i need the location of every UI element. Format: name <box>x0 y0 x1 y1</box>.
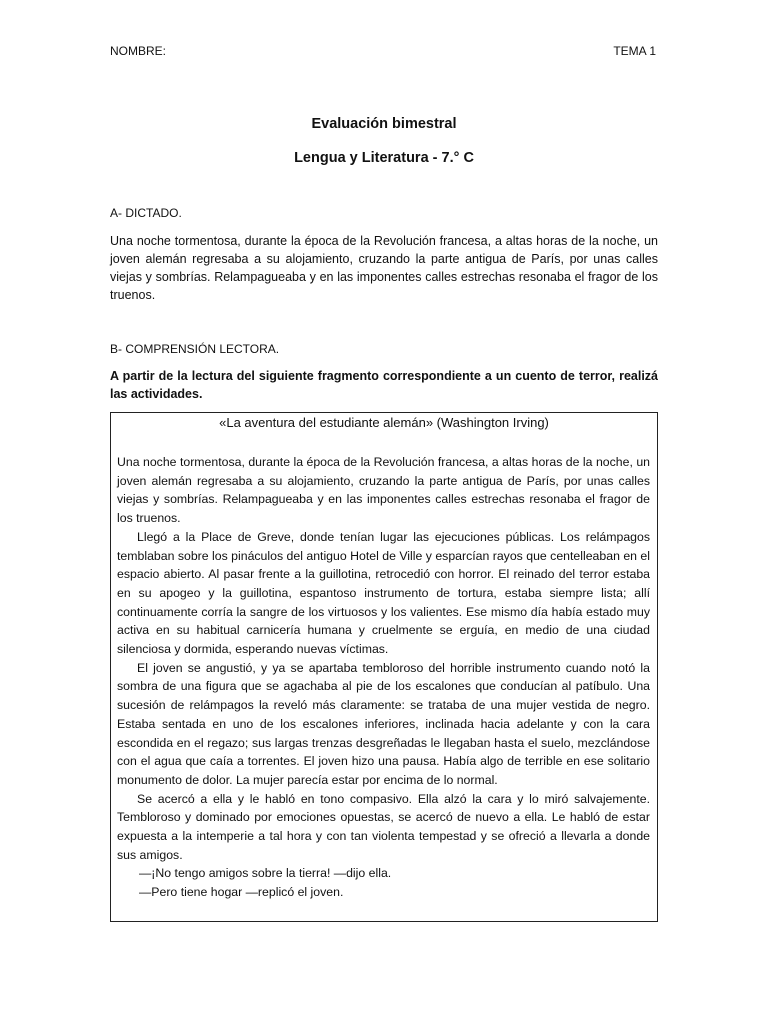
story-paragraph: Una noche tormentosa, durante la época de la Revolución francesa, a altas horas de la noche, un joven alemán regresaba a su alojamiento, cruzando la parte antigua de París, por unas calles viejas y sombrías. Relampagueaba y en las imponentes calles estrechas resonaba el fragor de los truenos. <box>117 455 650 526</box>
story-paragraph: El joven se angustió, y ya se apartaba tembloroso del horrible instrumento cuando notó la sombra de una figura que se agachaba al pie de los escalones que conducían al patíbulo. Una sucesión de relámpagos la reveló más claramente: se trataba de una mujer vestida de negro. Estaba sentada en uno de los escalones inferiores, inclinada hacia adelante y con la cara escondida en el regazo; sus largas trenzas desgreñadas le llegaban hasta el suelo, mezclándose con el agua que caía a torrentes. El joven hizo una pausa. Había algo de terrible en ese solitario monumento de dolor. La mujer parecía estar por encima de lo normal. <box>117 660 650 787</box>
story-paragraph: Llegó a la Place de Greve, donde tenían lugar las ejecuciones públicas. Los relámpagos temblaban sobre los pináculos del antiguo Hotel de Ville y esparcían rayos que centelleaban en el espacio abierto. Al pasar frente a la guillotina, retrocedió con horror. El reinado del terror estaba en su apogeo y la guillotina, espantoso instrumento de tortura, estaba siempre lista; allí continuamente corría la sangre de los virtuosos y los valientes. Ese mismo día había estado muy activa en su habitual carnicería humana y cruelmente se erguía, en medio de una ciudad silenciosa y dormida, esperando nuevas víctimas. <box>117 529 650 657</box>
subject-title: Lengua y Literatura - 7.° C <box>294 150 474 166</box>
name-field-label: NOMBRE: <box>110 44 167 58</box>
page-title: Evaluación bimestral <box>311 116 457 132</box>
story-text <box>117 453 650 902</box>
topic-label: TEMA 1 <box>613 44 656 58</box>
story-title: «La aventura del estudiante alemán» (Washington Irving) <box>219 415 549 430</box>
instructions-text: A partir de la lectura del siguiente fragmento correspondiente a un cuento de terror, realizá las actividades. <box>110 369 658 401</box>
dictation-text: Una noche tormentosa, durante la época de la Revolución francesa, a altas horas de la noche, un joven alemán regresaba a su alojamiento, cruzando la parte antigua de París, por unas calles viejas y sombrías. Relampagueaba y en las imponentes calles estrechas resonaba el fragor de los truenos. <box>110 234 658 302</box>
section-b-heading: B- COMPRENSIÓN LECTORA. <box>110 342 280 356</box>
story-dialogue: —Pero tiene hogar —replicó el joven. <box>139 885 344 900</box>
story-dialogue: —¡No tengo amigos sobre la tierra! —dijo ella. <box>139 866 392 881</box>
story-box <box>110 412 658 922</box>
story-paragraph: Se acercó a ella y le habló en tono compasivo. Ella alzó la cara y lo miró salvajemente. Tembloroso y dominado por emociones opuestas, se acercó de nuevo a ella. Le habló de estar expuesta a la intemperie a tal hora y con tan violenta tempestad y se ofreció a llevarla a donde sus amigos. <box>117 791 650 862</box>
section-a-heading: A- DICTADO. <box>110 206 182 220</box>
